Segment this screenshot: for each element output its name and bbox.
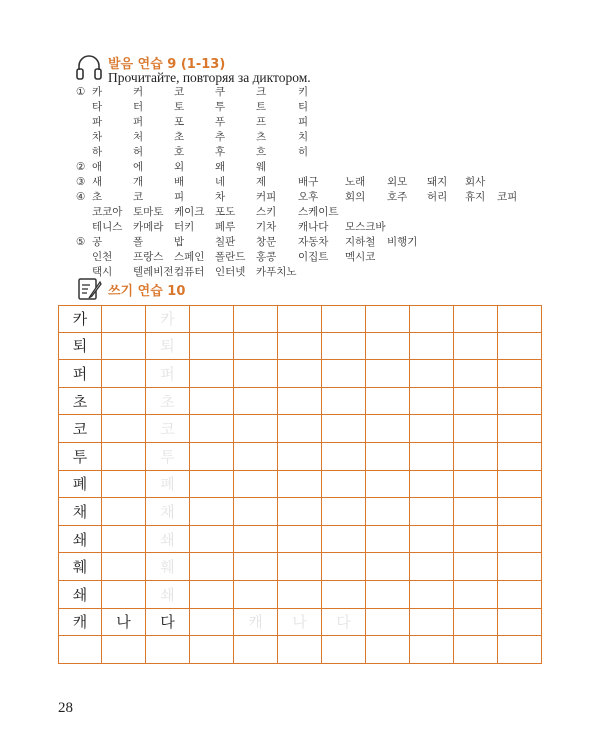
practice-word: 포 [174,116,185,128]
grid-cell[interactable] [190,498,234,526]
grid-cell[interactable] [322,553,366,581]
practice-word: 허리 [427,191,448,203]
practice-word: 택시 [92,266,113,278]
grid-cell[interactable] [322,581,366,609]
trace-syllable: 폐 [146,471,190,499]
practice-word: 피 [174,191,185,203]
grid-cell[interactable] [234,636,278,664]
practice-word: 처 [133,131,144,143]
grid-cell[interactable] [190,526,234,554]
practice-word: 키 [298,86,309,98]
grid-cell[interactable] [366,498,410,526]
grid-cell[interactable] [190,636,234,664]
grid-cell[interactable] [278,388,322,416]
practice-word: 투 [215,101,226,113]
practice-word: 피 [298,116,309,128]
practice-word: 허 [133,146,144,158]
practice-word: 하 [92,146,103,158]
grid-cell[interactable] [278,553,322,581]
practice-word: 치 [298,131,309,143]
grid-cell[interactable] [190,360,234,388]
grid-cell[interactable] [278,526,322,554]
practice-word: 창문 [256,236,277,248]
model-syllable: 나 [102,609,146,637]
grid-cell[interactable] [366,471,410,499]
section2-title: 쓰기 연습 10 [108,284,186,299]
item-number: ② [76,161,86,173]
practice-word: 오후 [298,191,319,203]
grid-cell[interactable] [498,581,542,609]
trace-syllable: 훼 [146,553,190,581]
grid-cell[interactable] [278,333,322,361]
grid-cell[interactable] [410,443,454,471]
grid-cell[interactable] [410,498,454,526]
practice-word: 트 [256,101,267,113]
grid-cell[interactable] [366,636,410,664]
grid-cell[interactable] [190,471,234,499]
grid-cell[interactable] [498,498,542,526]
grid-cell[interactable] [454,526,498,554]
grid-cell[interactable] [410,388,454,416]
grid-cell[interactable] [454,360,498,388]
grid-cell[interactable] [322,526,366,554]
grid-cell[interactable] [366,526,410,554]
practice-word: 인터넷 [215,266,246,278]
grid-cell[interactable] [322,415,366,443]
practice-word: 테니스 [92,221,123,233]
trace-syllable: 퇴 [146,333,190,361]
grid-cell[interactable] [410,609,454,637]
grid-cell[interactable] [454,581,498,609]
model-syllable: 다 [146,609,190,637]
grid-cell[interactable] [366,360,410,388]
trace-syllable: 코 [146,415,190,443]
grid-cell[interactable] [278,415,322,443]
practice-word: 배구 [298,176,319,188]
practice-word: 케이크 [174,206,205,218]
grid-cell[interactable] [322,443,366,471]
grid-cell[interactable] [102,636,146,664]
grid-cell[interactable] [322,636,366,664]
grid-cell[interactable] [190,305,234,333]
practice-word: 터키 [174,221,195,233]
model-syllable: 쇄 [58,581,102,609]
grid-cell[interactable] [454,498,498,526]
grid-cell[interactable] [366,415,410,443]
practice-word: 파 [92,116,103,128]
practice-word: 애 [92,161,103,173]
practice-word: 노래 [345,176,366,188]
practice-word: 밥 [174,236,185,248]
practice-word: 호 [174,146,185,158]
grid-cell[interactable] [102,443,146,471]
grid-cell[interactable] [278,443,322,471]
grid-cell[interactable] [322,333,366,361]
grid-cell[interactable] [498,360,542,388]
grid-cell[interactable] [146,636,190,664]
grid-cell[interactable] [322,498,366,526]
practice-word: 비행기 [387,236,418,248]
practice-word: 초 [92,191,103,203]
practice-word: 포도 [215,206,236,218]
grid-cell[interactable] [498,526,542,554]
practice-word: 제 [256,176,267,188]
model-syllable: 퇴 [58,333,102,361]
grid-cell[interactable] [366,581,410,609]
practice-word: 기차 [256,221,277,233]
practice-word: 이집트 [298,251,329,263]
grid-cell[interactable] [366,609,410,637]
grid-cell[interactable] [278,360,322,388]
practice-word: 퍼 [133,116,144,128]
grid-cell[interactable] [410,360,454,388]
practice-word: 공 [92,236,103,248]
grid-cell[interactable] [454,305,498,333]
trace-syllable: 쇄 [146,526,190,554]
item-number: ① [76,86,86,98]
practice-word: 텔레비전 [133,266,174,278]
grid-cell[interactable] [234,498,278,526]
grid-cell[interactable] [278,636,322,664]
practice-word: 스키 [256,206,277,218]
practice-word: 차 [92,131,103,143]
grid-cell[interactable] [498,553,542,581]
practice-word: 카메라 [133,221,164,233]
practice-word: 차 [215,191,226,203]
practice-word: 스페인 [174,251,205,263]
trace-syllable: 카 [146,305,190,333]
grid-cell[interactable] [454,415,498,443]
model-syllable: 퍼 [58,360,102,388]
grid-cell[interactable] [498,443,542,471]
practice-word: 페루 [215,221,236,233]
grid-cell[interactable] [278,581,322,609]
grid-cell[interactable] [498,609,542,637]
grid-cell[interactable] [102,305,146,333]
practice-word: 히 [298,146,309,158]
grid-cell[interactable] [234,333,278,361]
grid-cell[interactable] [278,471,322,499]
grid-cell[interactable] [234,471,278,499]
grid-cell[interactable] [234,526,278,554]
practice-word: 타 [92,101,103,113]
grid-cell[interactable] [102,360,146,388]
practice-word: 크 [256,86,267,98]
practice-word: 호주 [387,191,408,203]
grid-cell[interactable] [322,388,366,416]
practice-word: 커 [133,86,144,98]
grid-cell[interactable] [498,636,542,664]
model-syllable: 채 [58,498,102,526]
trace-syllable: 투 [146,443,190,471]
grid-cell[interactable] [498,333,542,361]
practice-word: 모스크바 [345,221,386,233]
model-syllable: 초 [58,388,102,416]
practice-word: 컴퓨터 [174,266,205,278]
grid-cell[interactable] [366,443,410,471]
grid-cell[interactable] [190,553,234,581]
practice-word: 외 [174,161,185,173]
grid-cell[interactable] [190,609,234,637]
trace-syllable: 쇄 [146,581,190,609]
practice-word: 외모 [387,176,408,188]
grid-cell[interactable] [410,526,454,554]
grid-cell[interactable] [102,471,146,499]
grid-cell[interactable] [366,305,410,333]
practice-word: 돼지 [427,176,448,188]
practice-word: 터 [133,101,144,113]
practice-word: 푸 [215,116,226,128]
model-syllable: 폐 [58,471,102,499]
grid-cell[interactable] [366,388,410,416]
practice-word: 에 [133,161,144,173]
practice-word: 새 [92,176,103,188]
grid-cell[interactable] [454,333,498,361]
model-syllable: 훼 [58,553,102,581]
item-number: ③ [76,176,86,188]
practice-word: 코피 [497,191,518,203]
practice-word: 코 [133,191,144,203]
grid-cell[interactable] [190,581,234,609]
grid-cell[interactable] [498,471,542,499]
practice-word: 자동차 [298,236,329,248]
grid-cell[interactable] [498,388,542,416]
grid-cell[interactable] [190,333,234,361]
grid-cell[interactable] [322,360,366,388]
grid-cell[interactable] [190,415,234,443]
practice-word: 코코아 [92,206,123,218]
grid-cell[interactable] [410,553,454,581]
practice-word: 프 [256,116,267,128]
item-number: ④ [76,191,86,203]
grid-cell[interactable] [366,553,410,581]
practice-word: 휴지 [465,191,486,203]
practice-word: 멕시코 [345,251,376,263]
grid-cell[interactable] [234,388,278,416]
grid-cell[interactable] [102,415,146,443]
practice-word: 토 [174,101,185,113]
practice-word: 흐 [256,146,267,158]
model-syllable: 카 [58,305,102,333]
grid-cell[interactable] [322,471,366,499]
trace-syllable: 퍼 [146,360,190,388]
grid-cell[interactable] [454,636,498,664]
section1-instruction: Прочитайте, повторяя за диктором. [108,70,311,85]
trace-syllable: 채 [146,498,190,526]
practice-word: 카 [92,86,103,98]
grid-cell[interactable] [234,553,278,581]
headphones-icon [74,52,104,82]
grid-cell[interactable] [454,553,498,581]
grid-cell[interactable] [410,333,454,361]
grid-cell[interactable] [102,526,146,554]
trace-syllable: 캐 [234,609,278,637]
item-number: ⑤ [76,236,86,248]
practice-word: 초 [174,131,185,143]
grid-cell[interactable] [102,333,146,361]
grid-cell[interactable] [410,305,454,333]
grid-cell[interactable] [234,305,278,333]
practice-word: 코 [174,86,185,98]
grid-cell[interactable] [410,415,454,443]
grid-cell[interactable] [234,415,278,443]
practice-word: 추 [215,131,226,143]
grid-cell[interactable] [234,581,278,609]
writing-grid [58,305,542,665]
grid-cell[interactable] [234,360,278,388]
model-syllable: 캐 [58,609,102,637]
grid-cell[interactable] [454,471,498,499]
grid-cell[interactable] [278,305,322,333]
practice-word: 개 [133,176,144,188]
practice-word: 인천 [92,251,113,263]
model-syllable: 코 [58,415,102,443]
practice-word: 웨 [256,161,267,173]
grid-cell[interactable] [322,305,366,333]
grid-cell[interactable] [498,305,542,333]
practice-word: 회사 [465,176,486,188]
grid-cell[interactable] [102,581,146,609]
practice-word: 회의 [345,191,366,203]
model-syllable: 쇄 [58,526,102,554]
grid-cell[interactable] [410,471,454,499]
grid-cell[interactable] [278,498,322,526]
grid-cell[interactable] [366,333,410,361]
practice-word: 츠 [256,131,267,143]
section1-title: 발음 연습 9 (1-13) [108,57,226,72]
practice-word: 칠판 [215,236,236,248]
grid-cell[interactable] [454,388,498,416]
practice-word: 왜 [215,161,226,173]
page-number: 28 [58,700,73,716]
practice-word: 카푸치노 [256,266,297,278]
practice-word: 홍콩 [256,251,277,263]
practice-word: 폴 [133,236,144,248]
pencil-notebook-icon [77,276,103,302]
practice-word: 토마토 [133,206,164,218]
trace-syllable: 초 [146,388,190,416]
practice-word: 스케이트 [298,206,339,218]
grid-cell[interactable] [234,443,278,471]
grid-cell[interactable] [190,443,234,471]
grid-cell[interactable] [102,498,146,526]
grid-cell[interactable] [498,415,542,443]
grid-cell[interactable] [102,388,146,416]
practice-word: 후 [215,146,226,158]
practice-word: 프랑스 [133,251,164,263]
grid-cell[interactable] [454,443,498,471]
practice-word: 배 [174,176,185,188]
grid-cell[interactable] [190,388,234,416]
grid-cell[interactable] [58,636,102,664]
practice-word: 캐나다 [298,221,329,233]
practice-word: 네 [215,176,226,188]
model-syllable: 투 [58,443,102,471]
practice-word: 티 [298,101,309,113]
grid-cell[interactable] [410,581,454,609]
trace-syllable: 다 [322,609,366,637]
practice-word: 쿠 [215,86,226,98]
practice-word: 커피 [256,191,277,203]
practice-word: 지하철 [345,236,376,248]
trace-syllable: 나 [278,609,322,637]
grid-cell[interactable] [454,609,498,637]
grid-cell[interactable] [102,553,146,581]
grid-cell[interactable] [410,636,454,664]
practice-word: 폴란드 [215,251,246,263]
